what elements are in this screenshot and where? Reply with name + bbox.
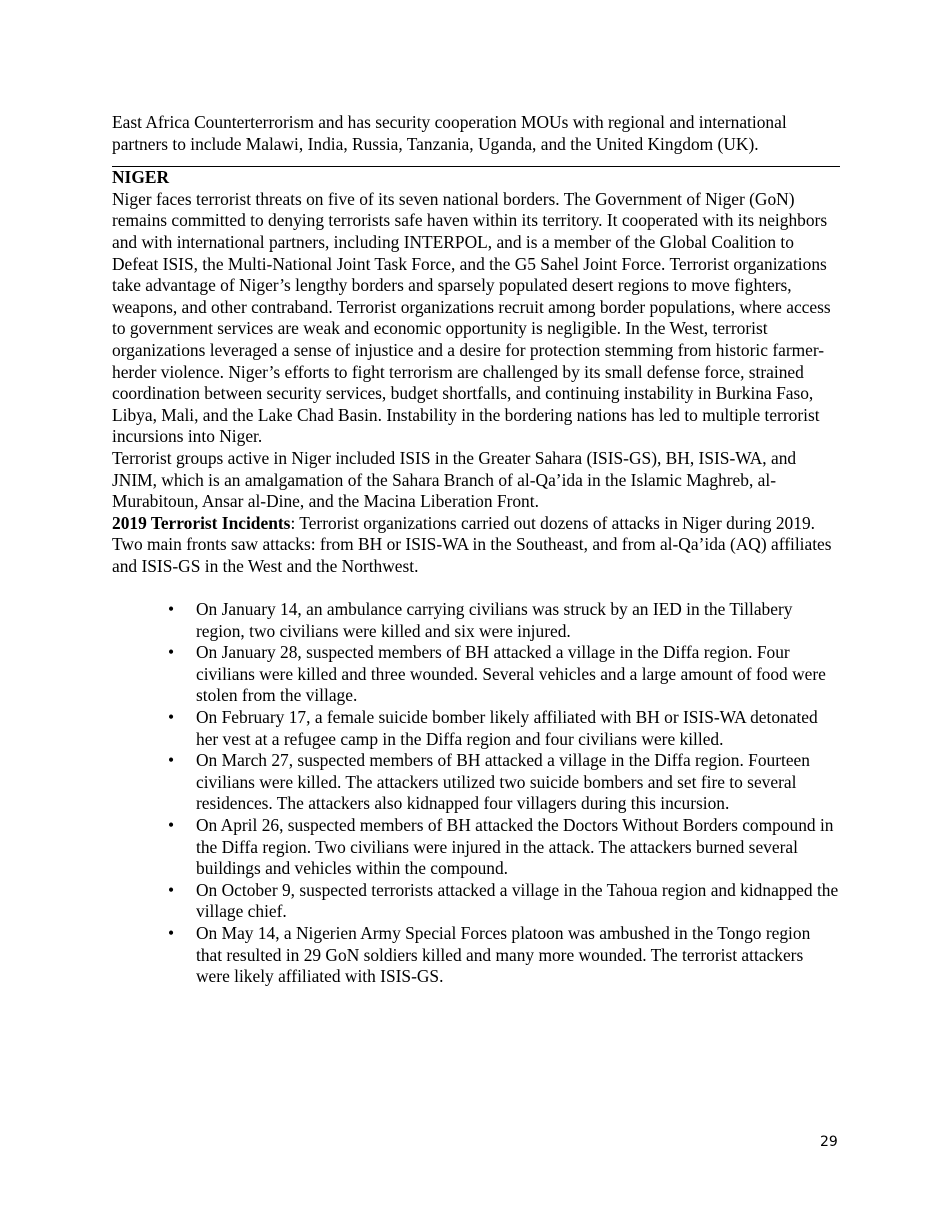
bullet-icon: • [168, 750, 175, 771]
intro-continuation-paragraph: East Africa Counterterrorism and has security cooperation MOUs with regional and international partners to include Malawi, India, Russia, Tanzania, Uganda, and the United Kingdom (UK). [112, 112, 787, 154]
document-page [112, 112, 840, 988]
bullet-icon: • [168, 642, 175, 663]
list-item [168, 815, 840, 880]
bullet-icon: • [168, 815, 175, 835]
list-item [168, 922, 840, 988]
incident-text: On May 14, a Nigerien Army Special Forces platoon was ambushed in the Tongo region that resulted in 29 GoN soldiers killed and many more wounded. The terrorist attackers were likely affiliated with ISIS-GS. [196, 922, 811, 987]
bullet-icon: • [168, 879, 175, 900]
incidents-intro-text: : Terrorist organizations carried out dozens of attacks in Niger during 2019. Two main fronts saw attacks: from BH or ISIS-WA in the Southeast, and from al-Qa’ida (AQ) affiliates and ISIS-GS in the West and the Northwest. [112, 512, 832, 576]
terrorist-groups-paragraph: Terrorist groups active in Niger included ISIS in the Greater Sahara (ISIS-GS), BH, ISIS-WA, and JNIM, which is an amalgamation of the Sahara Branch of al-Qa’ida in the Islamic Maghreb, al-Murabitoun, Ansar al-Dine, and the Macina Liberation Front. [112, 447, 797, 512]
incident-text: On February 17, a female suicide bomber likely affiliated with BH or ISIS-WA detonated her vest at a refugee camp in the Diffa region and four civilians were killed. [196, 707, 818, 749]
list-item [168, 599, 840, 642]
incident-text: On January 28, suspected members of BH attacked a village in the Diffa region. Four civilians were killed and three wounded. Several vehicles and a large amount of food were stolen from the village. [196, 642, 826, 706]
list-item [168, 707, 840, 750]
list-item [168, 642, 840, 707]
incidents-intro-paragraph [112, 513, 840, 578]
list-item [168, 879, 840, 923]
bullet-icon: • [168, 922, 175, 943]
section-heading-niger: NIGER [112, 167, 170, 188]
incidents-label: 2019 Terrorist Incidents [112, 512, 291, 533]
incident-text: On January 14, an ambulance carrying civilians was struck by an IED in the Tillabery region, two civilians were killed and six were injured. [196, 599, 793, 641]
bullet-icon: • [168, 707, 175, 728]
incident-text: On April 26, suspected members of BH attacked the Doctors Without Borders compound in the Diffa region. Two civilians were injured in the attack. The attackers burned several buildings and vehicles within the compound. [196, 815, 834, 879]
list-item [168, 750, 840, 815]
niger-overview-paragraph: Niger faces terrorist threats on five of its seven national borders. The Government of Niger (GoN) remains committed to denying terrorists safe haven within its territory. It cooperated with its neighbors and with international partners, including INTERPOL, and is a member of the Global Coalition to Defeat ISIS, the Multi-National Joint Task Force, and the G5 Sahel Joint Force. Terrorist organizations take advantage of Niger’s lengthy borders and sparsely populated desert regions to move fighters, weapons, and other contraband. Terrorist organizations recruit among border populations, where access to government services are weak and economic opportunity is negligible. In the West, terrorist organizations leveraged a sense of injustice and a desire for protection stemming from historic farmer-herder violence. Niger’s efforts to fight terrorism are challenged by its small defense force, strained coordination between security services, budget shortfalls, and continuing instability in Burkina Faso, Libya, Mali, and the Lake Chad Basin. Instability in the bordering nations has led to multiple terrorist incursions into Niger. [112, 188, 831, 447]
bullet-icon: • [168, 599, 175, 620]
incident-text: On March 27, suspected members of BH attacked a village in the Diffa region. Fourteen civilians were killed. The attackers utilized two suicide bombers and set fire to several residences. The attackers also kidnapped four villagers during this incursion. [196, 750, 810, 814]
incident-text: On October 9, suspected terrorists attacked a village in the Tahoua region and kidnapped the village chief. [196, 879, 839, 922]
incidents-list [112, 599, 840, 988]
page-number: 29 [820, 1134, 838, 1150]
